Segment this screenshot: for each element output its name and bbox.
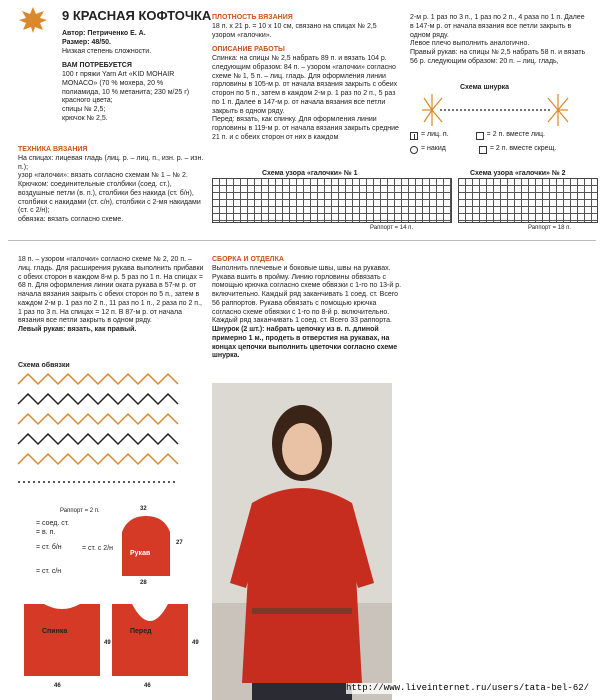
gauge-text: 18 п. х 21 р. = 10 х 10 см, связано на спицах № 2,5 узором «галочки». [212,22,377,39]
technique-block [18,146,204,225]
author: Автор: Петриченко Е. А. [62,30,146,37]
legend-knit: = лиц. п. [421,131,449,139]
edging-title: Схема обвязки [18,362,70,369]
right-col-sleeve: Правый рукав: на спицы № 2,5 набрать 58 п. и вязать 56 р. следующим образом: 20 п. – лиц. гладь, [410,49,586,65]
work-back: Спинка: на спицы № 2,5 набрать 89 п. и вязать 104 р. следующим образом: 84 п. – узором «галочки» согласно схеме № 1, 5 п. – лиц. гладь. Для оформления линии горловины в 105-м р. от начала вязания закрыть с обеих сторон по 5 п., затем в каждом 2-м р. 1 раз по 2 п., 5 раз по 1 п. Далее в 147-м р. от начала вязания все петли закрыть в одном ряду. [212,55,398,115]
chart1-grid [212,178,452,223]
watermark-url: http://www.liveinternet.ru/users/tata-bel-62/ [346,683,590,693]
legend-ss: = соед. ст. [36,520,70,527]
difficulty: Низкая степень сложности. [62,47,152,55]
materials-needles: спицы № 2,5; [62,106,106,113]
chart2-grid [458,178,598,223]
section-divider [8,240,596,241]
materials-hook: крючок № 2,5. [62,114,108,122]
leaf-logo-icon [18,6,48,34]
materials-yarn: 100 г пряжи Yarn Art «KID MOHAIR MONACO» (70 % мохера, 20 % полиамида, 10 % метанита; 230 м/25 г) красного цвета; [62,71,190,105]
back-label: Спинка [42,628,68,635]
legend-tr: = ст. с 2/н [82,545,114,552]
model-photo [212,383,392,700]
size: Размер: 48/50. [62,38,111,46]
assembly-block [212,256,402,361]
legend-ch: = в. п. [36,528,56,536]
k2tog-cross-symbol-icon [479,146,487,154]
intro-block [62,30,202,124]
page-title: 9 КРАСНАЯ КОФТОЧКА [62,8,212,23]
legend-k2tog: = 2 п. вместе лиц. [486,131,545,139]
front-dim-width: 46 [144,683,151,689]
symbol-legend [410,130,600,155]
sleeve-dim-side: 27 [176,540,183,546]
front-dim-height: 49 [192,640,199,646]
chart1-title: Схема узора «галочки» № 1 [262,170,358,177]
assembly-text: Выполнить плечевые и боковые швы, швы на рукавах. Рукава вшить в пройму. Линию горловины обвязать с помощью крючка согласно схеме обвязки с 1-го по 13-й р. включительно. Каждый ряд заканчивать 1 соед. ст. Всего 56 раппортов. Рукава обвязать с помощью крючка согласно схеме обвязки с 1-го по 8-й р. включительно. Каждый ряд заканчивать 1 соед. ст. Всего 33 раппорта. [212,264,402,325]
work-heading: ОПИСАНИЕ РАБОТЫ [212,46,285,54]
back-dim-height: 49 [104,640,111,646]
sleeve-pattern-piece [118,512,176,580]
right-text-block [410,14,590,67]
assembly-cord: Шнурок (2 шт.): набрать цепочку из в. п. длиной примерно 1 м., продеть в отверстия на рукавах, на концах цепочки выполнить цветочки согласно схеме шнурка. [212,326,398,360]
sleeve-dim-top: 32 [140,506,147,512]
right-col-text: 2-м р. 1 раз по 3 п., 1 раз по 2 п., 4 раза по 1 п. Далее в 147-м р. от начала вязания все петли закрыть в одном ряду. Левое плечо выполнить аналогично. [410,14,585,48]
back-dim-width: 46 [54,683,61,689]
legend-yo: = накид [421,145,446,153]
gauge-heading: ПЛОТНОСТЬ ВЯЗАНИЯ [212,14,293,21]
cord-scheme-title: Схема шнурка [460,84,510,91]
assembly-heading: СБОРКА И ОТДЕЛКА [212,256,284,263]
edging-repeat: Раппорт = 2 п. [60,508,100,514]
sleeve-dim-bottom: 28 [140,580,147,586]
legend-k2tog-cross: = 2 п. вместе скрещ. [489,145,557,153]
edging-scheme-diagram [16,372,196,502]
legend-dc: = ст. с/н [36,568,62,576]
front-label: Перед [130,628,152,635]
front-pattern-piece [110,602,190,678]
chart2-repeat: Раппорт = 18 п. [528,225,572,231]
technique-heading: ТЕХНИКА ВЯЗАНИЯ [18,146,88,153]
back-pattern-piece [22,602,102,678]
legend-sc: = ст. б/н [36,543,62,551]
k2tog-symbol-icon [476,132,484,140]
materials-heading: ВАМ ПОТРЕБУЕТСЯ [62,62,132,70]
work-front: Перед: вязать, как спинку. Для оформления линии горловины в 119-м р. от начала вязания закрыть средние 21 п. и с обеих сторон от них в каждом [212,116,399,141]
left-sleeve: Левый рукав: вязать, как правый. [18,326,137,333]
yarn-over-symbol-icon [410,146,418,154]
chart2-title: Схема узора «галочки» № 2 [470,170,566,177]
knit-symbol-icon [410,132,418,140]
sleeve-text-block [18,256,204,335]
middle-text-block [212,14,400,143]
technique-text: На спицах: лицевая гладь (лиц. р. – лиц. п., изн. р. – изн. п.); узор «галочки»: вязать согласно схемам № 1 – № 2. Крючком: соединительные столбики (соед. ст.), воздушные петли (в. п.), столбики без накида (ст. б/н), столбики с накидами (ст. с/н), столбики с 2-мя накидами (ст. с 2/н); обвязка: вязать согласно схеме. [18,154,204,223]
sleeve-label: Рукав [130,550,151,557]
sleeve-continuation: 18 п. – узором «галочки» согласно схеме № 2, 20 п. – лиц. гладь. Для расширения рукава выполнить прибавки с обеих сторон в каждом 8-м р. 5 раз по 1 п. На спицах = 68 п. Для оформления линии оката рукава в 57-м р. от начала вязания закрыть с обеих сторон по 5 п., затем в каждом 2-м р. 1 раз по 2 п., 11 раз по 1 п., 2 раза по 2 п., 1 раз по 3 п. На спицах = 12 п. В 87-м р. от начала вязания все петли закрыть в одном ряду. [18,256,204,325]
chart1-repeat: Раппорт = 14 п. [370,225,414,231]
cord-scheme-diagram [420,90,570,130]
